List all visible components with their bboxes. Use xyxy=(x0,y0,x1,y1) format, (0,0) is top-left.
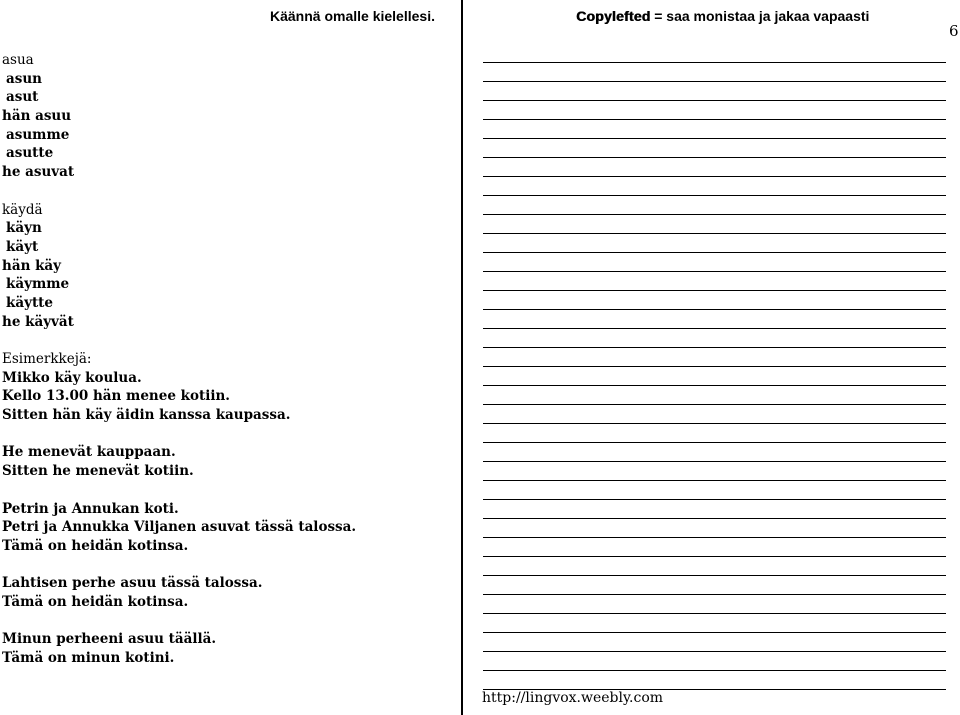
writing-line xyxy=(483,424,946,443)
writing-line xyxy=(483,101,946,120)
writing-line xyxy=(483,253,946,272)
verb-form: asut xyxy=(6,89,39,106)
writing-line xyxy=(483,500,946,519)
verb-form: käyt xyxy=(6,238,39,255)
example-sentence: Tämä on heidän kotinsa. xyxy=(2,537,189,554)
example-group-1 xyxy=(2,350,356,425)
writing-line xyxy=(483,671,946,690)
writing-line xyxy=(483,557,946,576)
verb-form: käyn xyxy=(6,220,42,237)
writing-line xyxy=(483,44,946,63)
writing-line xyxy=(483,633,946,652)
verb-form: asumme xyxy=(6,126,70,143)
writing-line xyxy=(483,177,946,196)
writing-line xyxy=(483,196,946,215)
writing-line xyxy=(483,367,946,386)
writing-line xyxy=(483,310,946,329)
verb-form: asutte xyxy=(6,145,54,162)
writing-line xyxy=(483,234,946,253)
writing-line xyxy=(483,405,946,424)
writing-line xyxy=(483,386,946,405)
writing-line xyxy=(483,595,946,614)
writing-line xyxy=(483,443,946,462)
example-sentence: Petri ja Annukka Viljanen asuvat tässä talossa. xyxy=(2,519,357,536)
example-sentence: Mikko käy koulua. xyxy=(2,369,142,386)
writing-line xyxy=(483,538,946,557)
writing-line xyxy=(483,614,946,633)
example-sentence: Petrin ja Annukan koti. xyxy=(2,500,179,517)
copyleft-notice xyxy=(576,8,869,24)
writing-line xyxy=(483,576,946,595)
page-number: 6 xyxy=(949,22,959,40)
verb-form: hän käy xyxy=(2,257,62,274)
verb-form: hän asuu xyxy=(2,108,72,125)
writing-line xyxy=(483,481,946,500)
example-sentence: Tämä on heidän kotinsa. xyxy=(2,593,189,610)
examples-title: Esimerkkejä: xyxy=(2,351,92,367)
writing-line xyxy=(483,158,946,177)
example-sentence: Lahtisen perhe asuu tässä talossa. xyxy=(2,575,263,592)
example-sentence: Minun perheeni asuu täällä. xyxy=(2,631,217,648)
example-sentence: He menevät kauppaan. xyxy=(2,444,176,461)
writing-line xyxy=(483,348,946,367)
writing-line xyxy=(483,82,946,101)
verb-form: käytte xyxy=(6,294,54,311)
verb-form: he käyvät xyxy=(2,313,74,330)
writing-line xyxy=(483,272,946,291)
writing-line xyxy=(483,120,946,139)
copyleft-label: Copylefted xyxy=(576,8,651,24)
left-column xyxy=(2,51,356,686)
example-sentence: Sitten he menevät kotiin. xyxy=(2,463,194,480)
copyleft-text: = saa monistaa ja jakaa vapaasti xyxy=(650,8,870,24)
writing-line xyxy=(483,215,946,234)
example-group-3 xyxy=(2,500,356,556)
column-divider xyxy=(461,0,463,715)
writing-line xyxy=(483,139,946,158)
example-group-2 xyxy=(2,443,356,480)
writing-line xyxy=(483,652,946,671)
example-sentence: Tämä on minun kotini. xyxy=(2,650,175,666)
verb-conjugation-kayda xyxy=(2,201,356,332)
verb-infinitive: käydä xyxy=(2,201,43,218)
instruction-heading: Käännä omalle kielellesi. xyxy=(270,8,435,24)
footer-url: http://lingvox.weebly.com xyxy=(482,690,664,706)
verb-infinitive: asua xyxy=(2,52,34,68)
writing-area xyxy=(483,44,946,690)
writing-line xyxy=(483,329,946,348)
writing-line xyxy=(483,519,946,538)
writing-line xyxy=(483,63,946,82)
example-group-5 xyxy=(2,630,356,667)
example-sentence: Kello 13.00 hän menee kotiin. xyxy=(2,388,230,405)
verb-form: käymme xyxy=(6,276,70,293)
writing-line xyxy=(483,462,946,481)
verb-form: asun xyxy=(6,70,42,87)
example-group-4 xyxy=(2,574,356,611)
example-sentence: Sitten hän käy äidin kanssa kaupassa. xyxy=(2,407,291,424)
verb-form: he asuvat xyxy=(2,164,75,181)
verb-conjugation-asua xyxy=(2,51,356,182)
writing-line xyxy=(483,291,946,310)
